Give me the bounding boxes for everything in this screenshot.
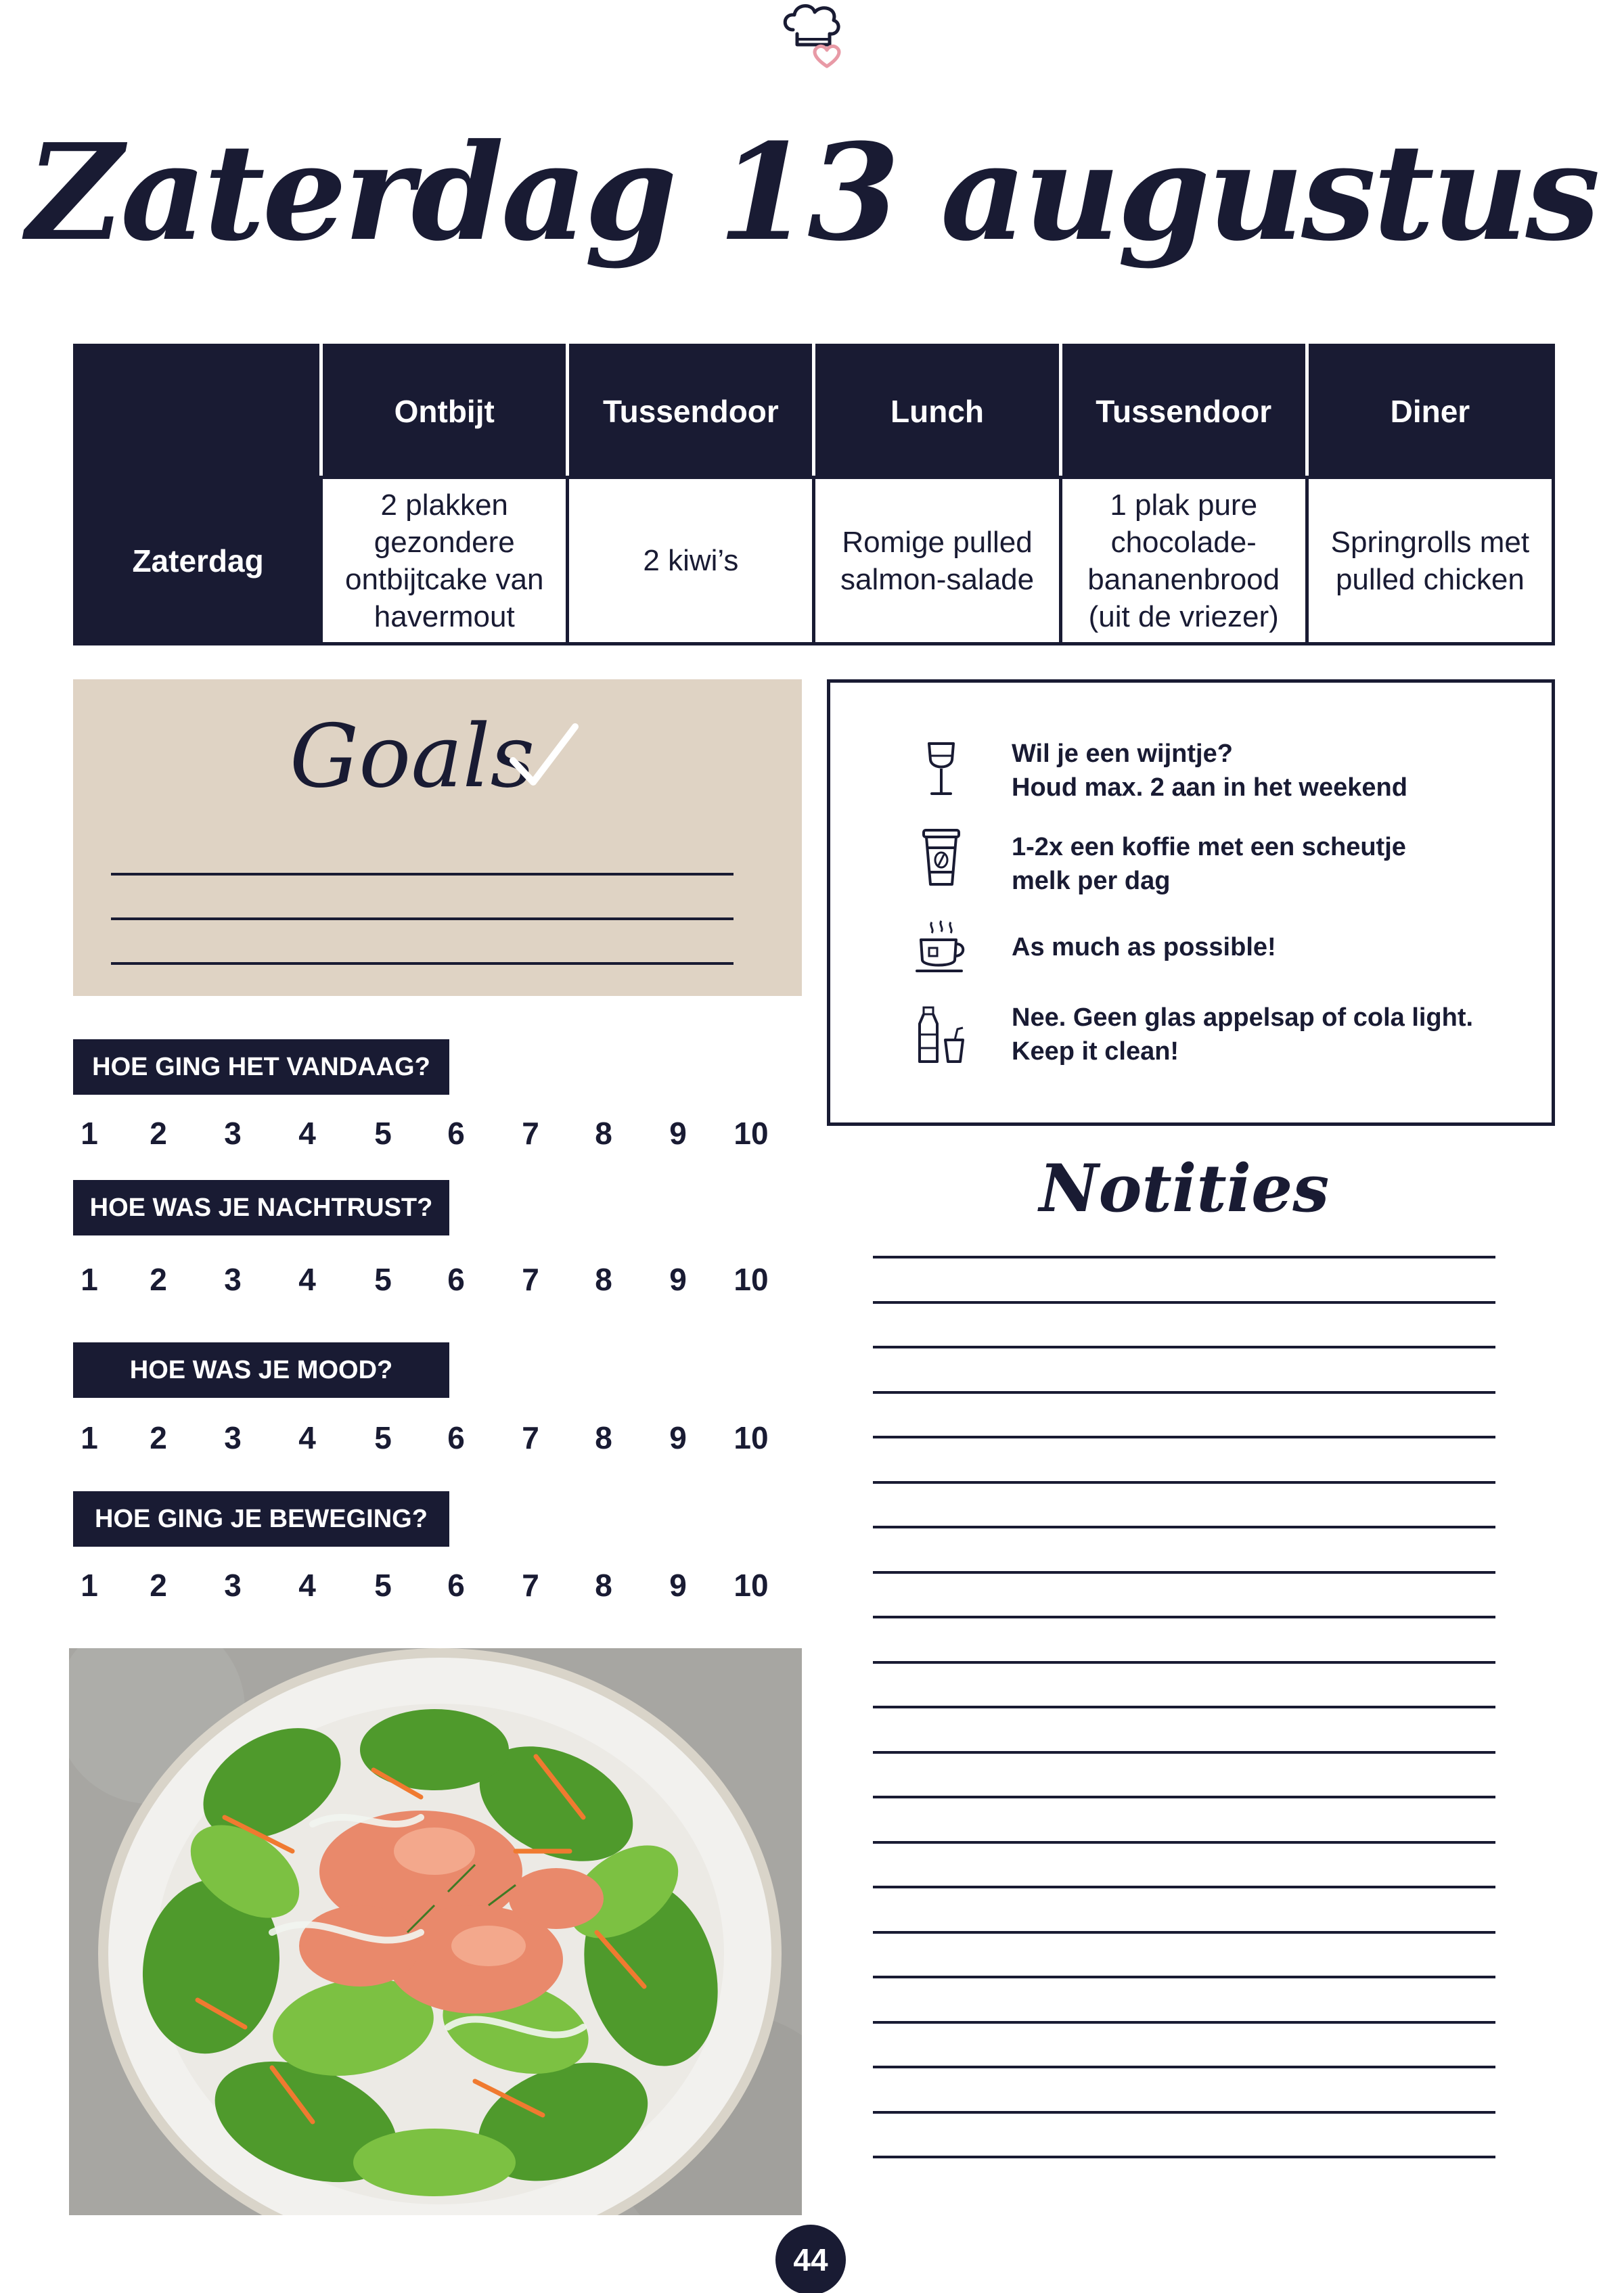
meal-cell-ontbijt: 2 plakken gezondere ontbijtcake van havermout [321, 478, 568, 644]
note-write-line[interactable] [873, 1931, 1495, 1934]
goal-write-line[interactable] [111, 962, 734, 965]
coffee-cup-icon [914, 827, 968, 888]
note-write-line[interactable] [873, 1436, 1495, 1438]
checkmark-icon [506, 720, 581, 794]
tip-item [1012, 1001, 1473, 1068]
rating-option[interactable]: 2 [150, 1262, 167, 1297]
meal-row-day-label: Zaterdag [75, 478, 321, 644]
note-write-line[interactable] [873, 1526, 1495, 1528]
rating-option[interactable]: 1 [81, 1262, 98, 1297]
rating-question-label: HOE WAS JE NACHTRUST? [73, 1180, 449, 1235]
meal-header-lunch: Lunch [814, 346, 1060, 478]
note-write-line[interactable] [873, 1616, 1495, 1618]
tip-item [1012, 830, 1406, 898]
rating-option[interactable]: 1 [81, 1420, 98, 1455]
rating-option[interactable]: 4 [298, 1568, 316, 1603]
rating-option[interactable]: 5 [374, 1568, 392, 1603]
rating-option[interactable]: 8 [595, 1116, 612, 1151]
rating-option[interactable]: 10 [734, 1568, 769, 1603]
rating-option[interactable]: 7 [522, 1420, 539, 1455]
rating-scale-row[interactable] [73, 1567, 790, 1608]
page-number: 44 [793, 2242, 828, 2277]
note-write-line[interactable] [873, 1661, 1495, 1664]
rating-option[interactable]: 8 [595, 1420, 612, 1455]
rating-option[interactable]: 7 [522, 1262, 539, 1297]
rating-option[interactable]: 2 [150, 1568, 167, 1603]
wine-glass-icon [914, 740, 968, 800]
meal-table-row [75, 478, 1554, 644]
rating-option[interactable]: 5 [374, 1262, 392, 1297]
rating-option[interactable]: 3 [224, 1262, 242, 1297]
rating-option[interactable]: 5 [374, 1116, 392, 1151]
goal-write-line[interactable] [111, 917, 734, 920]
note-write-line[interactable] [873, 2066, 1495, 2068]
rating-option[interactable]: 1 [81, 1568, 98, 1603]
rating-option[interactable]: 4 [298, 1262, 316, 1297]
rating-option[interactable]: 4 [298, 1420, 316, 1455]
rating-option[interactable]: 3 [224, 1568, 242, 1603]
goal-write-line[interactable] [111, 873, 734, 876]
note-write-line[interactable] [873, 1256, 1495, 1258]
meal-header-ontbijt: Ontbijt [321, 346, 568, 478]
tea-cup-icon [914, 915, 968, 976]
drink-tips-panel [827, 679, 1555, 1126]
note-write-line[interactable] [873, 1796, 1495, 1798]
rating-question-label: HOE GING HET VANDAAG? [73, 1039, 449, 1095]
rating-option[interactable]: 2 [150, 1116, 167, 1151]
rating-option[interactable]: 6 [447, 1116, 465, 1151]
rating-option[interactable]: 6 [447, 1420, 465, 1455]
note-write-line[interactable] [873, 1391, 1495, 1394]
rating-option[interactable]: 7 [522, 1568, 539, 1603]
note-write-line[interactable] [873, 2021, 1495, 2024]
meal-cell-diner: Springrolls met pulled chicken [1307, 478, 1553, 644]
page-number-badge [775, 2225, 846, 2293]
rating-scale-row[interactable] [73, 1115, 790, 1156]
note-write-line[interactable] [873, 1346, 1495, 1348]
meal-plan-table [73, 344, 1555, 645]
rating-option[interactable]: 8 [595, 1262, 612, 1297]
rating-option[interactable]: 6 [447, 1262, 465, 1297]
rating-scale-row[interactable] [73, 1261, 790, 1302]
rating-option[interactable]: 10 [734, 1420, 769, 1455]
note-write-line[interactable] [873, 1481, 1495, 1484]
tip-item [1012, 930, 1276, 964]
meal-header-tussendoor-1: Tussendoor [568, 346, 814, 478]
notes-heading: Notities [1039, 1150, 1330, 1227]
goals-panel [73, 679, 802, 996]
salmon-salad-photo [69, 1648, 802, 2215]
rating-option[interactable]: 9 [669, 1568, 687, 1603]
rating-question-label: HOE WAS JE MOOD? [73, 1342, 449, 1398]
rating-option[interactable]: 5 [374, 1420, 392, 1455]
note-write-line[interactable] [873, 1706, 1495, 1708]
tip-line: melk per dag [1012, 867, 1171, 895]
note-write-line[interactable] [873, 1886, 1495, 1888]
note-write-line[interactable] [873, 1976, 1495, 1978]
goals-heading: Goals [290, 706, 535, 807]
note-write-line[interactable] [873, 1301, 1495, 1304]
rating-option[interactable]: 9 [669, 1420, 687, 1455]
rating-option[interactable]: 10 [734, 1262, 769, 1297]
note-write-line[interactable] [873, 1841, 1495, 1844]
rating-option[interactable]: 6 [447, 1568, 465, 1603]
tip-line: Keep it clean! [1012, 1037, 1179, 1066]
rating-option[interactable]: 7 [522, 1116, 539, 1151]
rating-option[interactable]: 2 [150, 1420, 167, 1455]
tip-line: 1-2x een koffie met een scheutje [1012, 833, 1406, 861]
meal-cell-tussendoor-2: 1 plak pure chocolade-bananenbrood (uit de vriezer) [1060, 478, 1307, 644]
note-write-line[interactable] [873, 2111, 1495, 2114]
meal-table-corner [75, 346, 321, 478]
soda-bottle-icon [914, 1005, 968, 1066]
rating-question-label: HOE GING JE BEWEGING? [73, 1491, 449, 1547]
meal-header-diner: Diner [1307, 346, 1553, 478]
rating-option[interactable]: 3 [224, 1116, 242, 1151]
tip-line: Houd max. 2 aan in het weekend [1012, 773, 1407, 802]
rating-option[interactable]: 10 [734, 1116, 769, 1151]
rating-option[interactable]: 9 [669, 1262, 687, 1297]
meal-cell-tussendoor-1: 2 kiwi’s [568, 478, 814, 644]
rating-option[interactable]: 1 [81, 1116, 98, 1151]
tip-line: Nee. Geen glas appelsap of cola light. [1012, 1003, 1474, 1032]
page-title: Zaterdag 13 augustus [26, 115, 1598, 271]
rating-option[interactable]: 8 [595, 1568, 612, 1603]
note-write-line[interactable] [873, 1751, 1495, 1754]
rating-scale-row[interactable] [73, 1420, 790, 1460]
rating-option[interactable]: 3 [224, 1420, 242, 1455]
tip-item [1012, 737, 1407, 804]
tip-line: Wil je een wijntje? [1012, 740, 1233, 768]
note-write-line[interactable] [873, 1571, 1495, 1574]
rating-option[interactable]: 9 [669, 1116, 687, 1151]
rating-option[interactable]: 4 [298, 1116, 316, 1151]
meal-table-header-row [75, 346, 1554, 478]
chef-hat-heart-icon [774, 0, 853, 78]
meal-header-tussendoor-2: Tussendoor [1060, 346, 1307, 478]
note-write-line[interactable] [873, 2156, 1495, 2158]
meal-cell-lunch: Romige pulled salmon-salade [814, 478, 1060, 644]
tip-line: As much as possible! [1012, 933, 1276, 961]
